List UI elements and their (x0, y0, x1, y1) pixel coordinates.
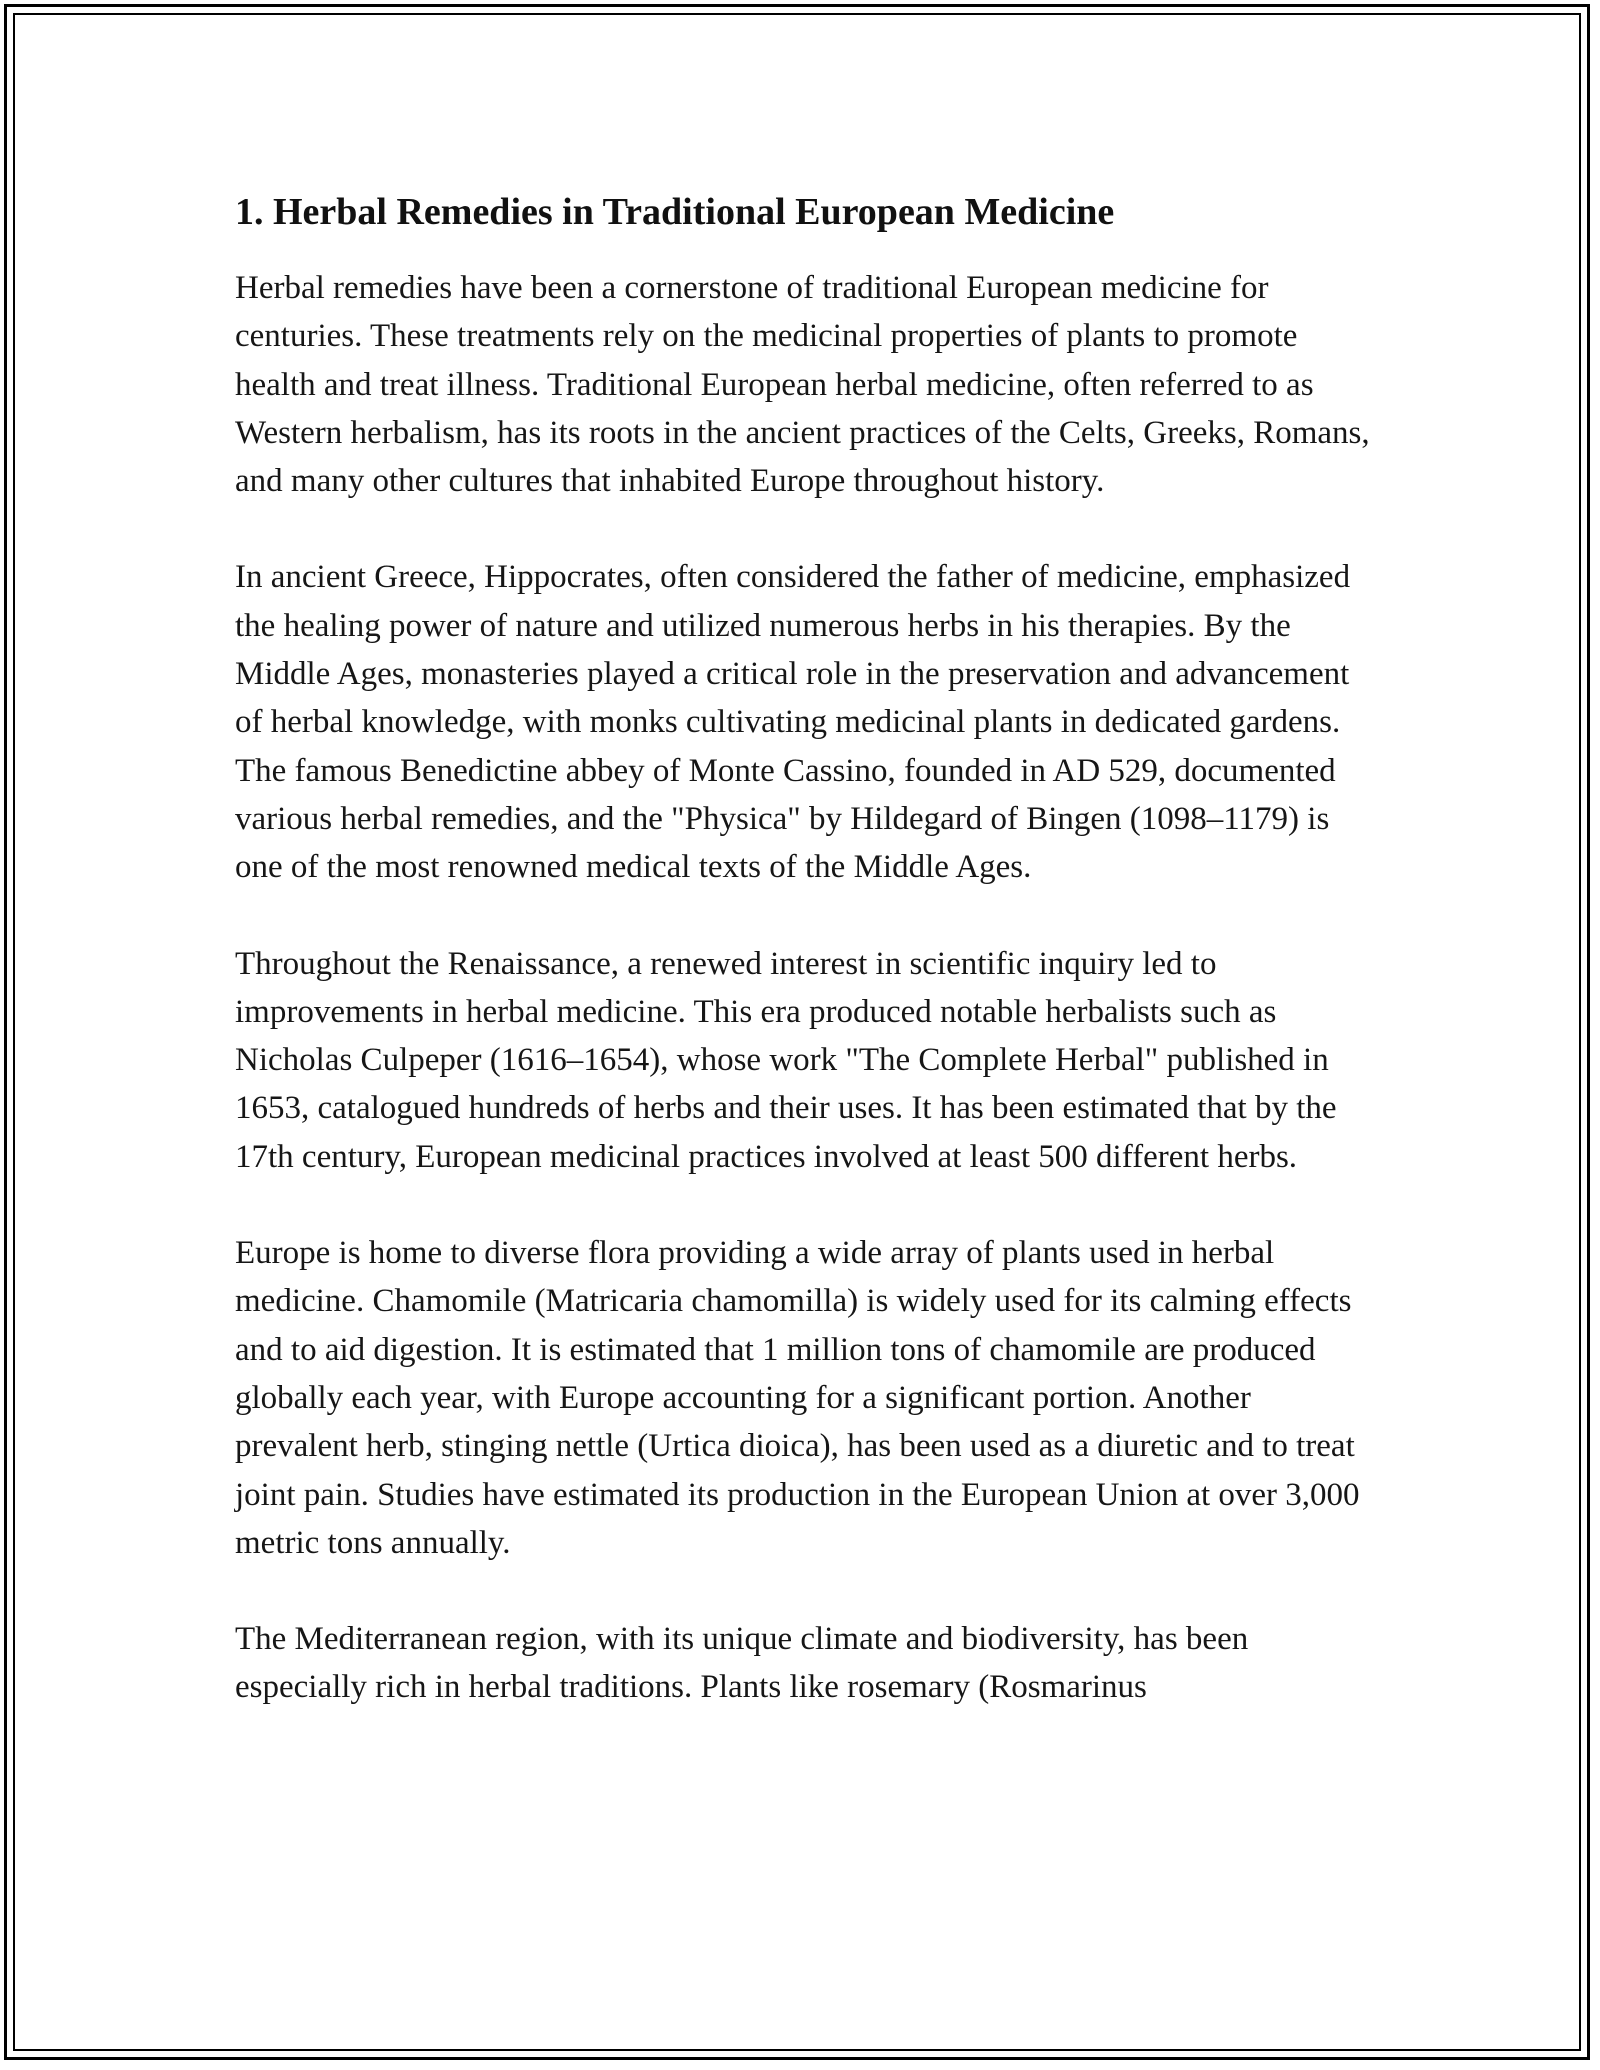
paragraph-ancient-greece: In ancient Greece, Hippocrates, often considered the father of medicine, emphasized the healing power of nature and utilized numerous herbs in his therapies. By the Middle Ages, monasteries played a critical role in the preservation and advancement of herbal knowledge, with monks cultivating medicinal plants in dedicated gardens. The famous Benedictine abbey of Monte Cassino, founded in AD 529, documented various herbal remedies, and the "Physica" by Hildegard of Bingen (1098–1179) is one of the most renowned medical texts of the Middle Ages. (235, 559, 1351, 886)
section-heading: 1. Herbal Remedies in Traditional European Medicine (235, 191, 1115, 233)
document-body (235, 186, 1375, 1760)
paragraph-european-flora: Europe is home to diverse flora providing a wide array of plants used in herbal medicine. Chamomile (Matricaria chamomilla) is widely used for its calming effects and to aid digestion. It is estimated that 1 million tons of chamomile are produced globally each year, with Europe accounting for a significant portion. Another prevalent herb, stinging nettle (Urtica dioica), has been used as a diuretic and to treat joint pain. Studies have estimated its production in the European Union at over 3,000 metric tons annually. (235, 1235, 1360, 1561)
paragraph-renaissance: Throughout the Renaissance, a renewed interest in scientific inquiry led to improvements in herbal medicine. This era produced notable herbalists such as Nicholas Culpeper (1616–1654), whose work "The Complete Herbal" published in 1653, catalogued hundreds of herbs and their uses. It has been estimated that by the 17th century, European medicinal practices involved at least 500 different herbs. (235, 945, 1337, 1175)
paragraph-mediterranean: The Mediterranean region, with its unique climate and biodiversity, has been especially rich in herbal traditions. Plants like rosemary (Rosmarinus (235, 1621, 1249, 1706)
paragraph-intro: Herbal remedies have been a cornerstone of traditional European medicine for centuries. These treatments rely on the medicinal properties of plants to promote health and treat illness. Traditional European herbal medicine, often referred to as Western herbalism, has its roots in the ancient practices of the Celts, Greeks, Romans, and many other cultures that inhabited Europe throughout history. (235, 270, 1370, 500)
